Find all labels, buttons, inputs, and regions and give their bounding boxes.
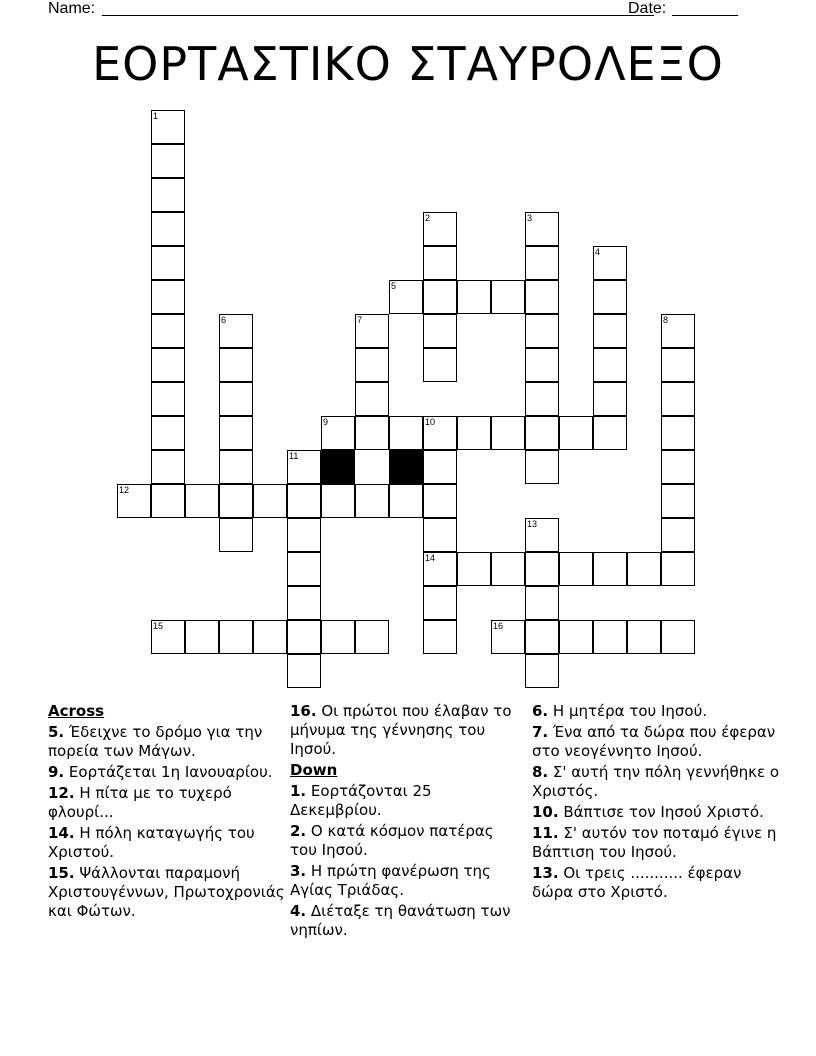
clue-column-3 [532, 702, 782, 904]
crossword-cell[interactable] [151, 246, 185, 280]
crossword-cell[interactable] [525, 212, 559, 246]
crossword-cell[interactable] [423, 212, 457, 246]
crossword-cell[interactable] [151, 450, 185, 484]
crossword-cell[interactable] [661, 450, 695, 484]
crossword-cell[interactable] [321, 620, 355, 654]
crossword-cell[interactable] [423, 450, 457, 484]
clue-number: 13. [532, 864, 559, 882]
crossword-cell[interactable] [355, 484, 389, 518]
clue-column-2 [290, 702, 520, 942]
crossword-cell[interactable] [389, 280, 423, 314]
crossword-cell[interactable] [423, 314, 457, 348]
clue-text: Ο κατά κόσμον πατέρας του Ιησού. [290, 822, 494, 859]
crossword-cell[interactable] [661, 620, 695, 654]
clue-text: Ψάλλονται παραμονή Χριστουγέννων, Πρωτοχρονιάς και Φώτων. [48, 864, 285, 920]
clue-number-label: 9 [323, 417, 329, 427]
clue-across-15 [48, 864, 288, 921]
clue-number: 16. [290, 702, 317, 720]
clue-across-5 [48, 723, 288, 761]
clue-text: Ένα από τα δώρα που έφεραν στο νεογέννητο Ιησού. [532, 723, 776, 760]
crossword-cell[interactable] [321, 484, 355, 518]
clue-down-11 [532, 824, 782, 862]
crossword-cell[interactable] [593, 552, 627, 586]
clue-text: Η πόλη καταγωγής του Χριστού. [48, 824, 255, 861]
crossword-cell[interactable] [219, 518, 253, 552]
crossword-cell[interactable] [219, 450, 253, 484]
clue-number: 7. [532, 723, 549, 741]
clue-text: Εορτάζονται 25 Δεκεμβρίου. [290, 782, 432, 819]
clue-number: 5. [48, 723, 65, 741]
clue-number: 15. [48, 864, 75, 882]
crossword-cell[interactable] [151, 144, 185, 178]
clue-text: Σ' αυτόν τον ποταμό έγινε η Βάπτιση του Ιησού. [532, 824, 777, 861]
across-heading: Across [48, 702, 105, 720]
crossword-cell[interactable] [287, 654, 321, 688]
clue-number: 9. [48, 763, 65, 781]
crossword-cell[interactable] [355, 314, 389, 348]
clue-down-4 [290, 902, 520, 940]
crossword-cell[interactable] [287, 450, 321, 484]
crossword-cell[interactable] [423, 552, 457, 586]
crossword-cell[interactable] [151, 212, 185, 246]
clue-number: 6. [532, 702, 549, 720]
crossword-block [321, 450, 355, 484]
crossword-cell[interactable] [525, 246, 559, 280]
crossword-cell[interactable] [491, 552, 525, 586]
crossword-cell[interactable] [151, 484, 185, 518]
crossword-cell[interactable] [593, 620, 627, 654]
crossword-cell[interactable] [219, 382, 253, 416]
clue-number-label: 1 [153, 111, 159, 121]
crossword-cell[interactable] [661, 314, 695, 348]
clue-across-9 [48, 763, 288, 782]
page-title: ΕΟΡΤΑΣΤΙΚΟ ΣΤΑΥΡΟΛΕΞΟ [92, 37, 724, 91]
crossword-cell[interactable] [525, 654, 559, 688]
crossword-cell[interactable] [593, 416, 627, 450]
crossword-cell[interactable] [185, 620, 219, 654]
clue-text: Σ' αυτή την πόλη γεννήθηκε ο Χριστός. [532, 763, 780, 800]
crossword-cell[interactable] [457, 280, 491, 314]
clue-number-label: 12 [119, 485, 130, 495]
clue-list [48, 702, 788, 992]
crossword-cell[interactable] [423, 586, 457, 620]
crossword-cell[interactable] [423, 416, 457, 450]
crossword-cell[interactable] [151, 620, 185, 654]
date-label: Date: [628, 0, 667, 17]
crossword-cell[interactable] [559, 416, 593, 450]
name-field[interactable] [102, 15, 654, 16]
crossword-cell[interactable] [525, 416, 559, 450]
crossword-cell[interactable] [389, 416, 423, 450]
clue-number: 10. [532, 803, 559, 821]
crossword-cell[interactable] [355, 348, 389, 382]
crossword-cell[interactable] [151, 280, 185, 314]
crossword-cell[interactable] [661, 416, 695, 450]
crossword-cell[interactable] [661, 552, 695, 586]
crossword-cell[interactable] [593, 280, 627, 314]
clue-number-label: 16 [493, 621, 504, 631]
clue-text: Η πίτα με το τυχερό φλουρί... [48, 784, 232, 821]
crossword-cell[interactable] [287, 586, 321, 620]
name-label: Name: [48, 0, 96, 17]
clue-number-label: 6 [221, 315, 227, 325]
clue-number-label: 10 [425, 417, 436, 427]
crossword-cell[interactable] [525, 382, 559, 416]
crossword-cell[interactable] [219, 314, 253, 348]
crossword-cell[interactable] [661, 518, 695, 552]
crossword-cell[interactable] [287, 484, 321, 518]
clue-down-13 [532, 864, 782, 902]
crossword-cell[interactable] [593, 314, 627, 348]
clue-number-label: 4 [595, 247, 601, 257]
crossword-cell[interactable] [525, 620, 559, 654]
clue-number-label: 13 [527, 519, 538, 529]
crossword-cell[interactable] [219, 348, 253, 382]
clue-across-16 [290, 702, 520, 759]
clue-number: 2. [290, 822, 307, 840]
crossword-cell[interactable] [593, 246, 627, 280]
crossword-cell[interactable] [593, 348, 627, 382]
crossword-cell[interactable] [525, 314, 559, 348]
clue-text: Έδειχνε το δρόμο για την πορεία των Μάγων. [48, 723, 263, 760]
crossword-cell[interactable] [491, 416, 525, 450]
crossword-cell[interactable] [219, 620, 253, 654]
header [48, 0, 748, 22]
clue-number: 8. [532, 763, 549, 781]
clue-down-3 [290, 862, 520, 900]
crossword-cell[interactable] [525, 518, 559, 552]
clue-number-label: 7 [357, 315, 363, 325]
crossword-cell[interactable] [423, 484, 457, 518]
crossword-cell[interactable] [355, 416, 389, 450]
crossword-cell[interactable] [593, 382, 627, 416]
crossword-cell[interactable] [423, 620, 457, 654]
clue-column-1 [48, 702, 288, 923]
crossword-cell[interactable] [253, 620, 287, 654]
crossword-cell[interactable] [185, 484, 219, 518]
crossword-cell[interactable] [627, 552, 661, 586]
clue-number: 12. [48, 784, 75, 802]
crossword-block [389, 450, 423, 484]
clue-down-6 [532, 702, 782, 721]
clue-number-label: 11 [289, 451, 299, 461]
clue-down-1 [290, 782, 520, 820]
crossword-cell[interactable] [151, 178, 185, 212]
clue-number: 1. [290, 782, 307, 800]
crossword-cell[interactable] [559, 552, 593, 586]
clue-text: Διέταξε τη θανάτωση των νηπίων. [290, 902, 511, 939]
crossword-cell[interactable] [627, 620, 661, 654]
clue-number-label: 8 [663, 315, 669, 325]
crossword-cell[interactable] [321, 416, 355, 450]
down-heading: Down [290, 761, 338, 779]
crossword-cell[interactable] [389, 484, 423, 518]
crossword-cell[interactable] [457, 416, 491, 450]
crossword-cell[interactable] [219, 416, 253, 450]
clue-number-label: 3 [527, 213, 533, 223]
crossword-cell[interactable] [151, 348, 185, 382]
crossword-cell[interactable] [423, 518, 457, 552]
crossword-cell[interactable] [525, 450, 559, 484]
crossword-cell[interactable] [525, 552, 559, 586]
crossword-cell[interactable] [457, 552, 491, 586]
crossword-cell[interactable] [423, 246, 457, 280]
clue-number-label: 14 [425, 553, 436, 563]
clue-number: 3. [290, 862, 307, 880]
crossword-cell[interactable] [151, 110, 185, 144]
clue-across-14 [48, 824, 288, 862]
clue-down-10 [532, 803, 782, 822]
clue-text: Η μητέρα του Ιησού. [552, 702, 708, 720]
date-field[interactable] [672, 15, 738, 16]
crossword-cell[interactable] [661, 484, 695, 518]
clue-text: Οι τρεις ........... έφεραν δώρα στο Χριστό. [532, 864, 742, 901]
crossword-cell[interactable] [423, 348, 457, 382]
crossword-cell[interactable] [423, 280, 457, 314]
crossword-cell[interactable] [287, 552, 321, 586]
clue-down-8 [532, 763, 782, 801]
crossword-cell[interactable] [219, 484, 253, 518]
clue-down-7 [532, 723, 782, 761]
crossword-cell[interactable] [491, 620, 525, 654]
crossword-cell[interactable] [253, 484, 287, 518]
clue-number-label: 5 [391, 281, 397, 291]
crossword-cell[interactable] [355, 620, 389, 654]
crossword-cell[interactable] [151, 382, 185, 416]
crossword-cell[interactable] [151, 416, 185, 450]
clue-number: 11. [532, 824, 559, 842]
crossword-cell[interactable] [525, 586, 559, 620]
clue-text: Εορτάζεται 1η Ιανουαρίου. [68, 763, 273, 781]
clue-number-label: 2 [425, 213, 431, 223]
crossword-cell[interactable] [525, 348, 559, 382]
crossword-cell[interactable] [287, 518, 321, 552]
crossword-cell[interactable] [559, 620, 593, 654]
crossword-cell[interactable] [661, 348, 695, 382]
crossword-cell[interactable] [117, 484, 151, 518]
clue-number: 4. [290, 902, 307, 920]
crossword-cell[interactable] [661, 382, 695, 416]
clue-text: Οι πρώτοι που έλαβαν το μήνυμα της γέννησης του Ιησού. [290, 702, 512, 758]
crossword-cell[interactable] [151, 314, 185, 348]
crossword-cell[interactable] [355, 382, 389, 416]
clue-across-12 [48, 784, 288, 822]
clue-number: 14. [48, 824, 75, 842]
crossword-cell[interactable] [491, 280, 525, 314]
clue-number-label: 15 [153, 621, 164, 631]
crossword-cell[interactable] [287, 620, 321, 654]
clue-text: Η πρώτη φανέρωση της Αγίας Τριάδας. [290, 862, 491, 899]
clue-text: Βάπτισε τον Ιησού Χριστό. [563, 803, 764, 821]
crossword-cell[interactable] [525, 280, 559, 314]
clue-down-2 [290, 822, 520, 860]
